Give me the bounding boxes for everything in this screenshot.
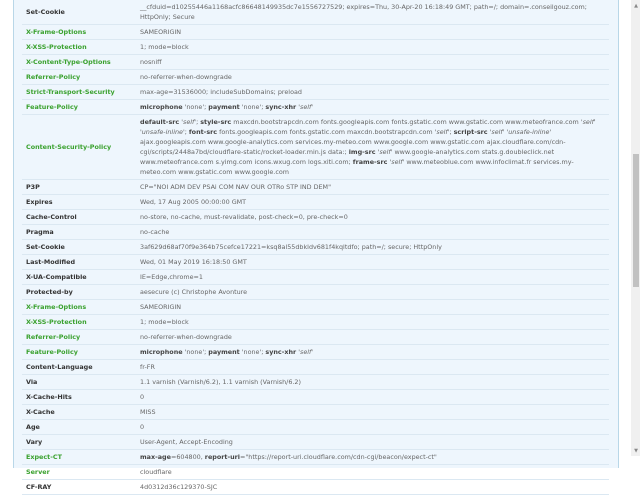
header-value: no-referrer-when-downgrade xyxy=(136,330,609,345)
header-row xyxy=(22,180,609,195)
header-value: CP="NOI ADM DEV PSAi COM NAV OUR OTRo STP IND DEM" xyxy=(136,180,609,195)
header-row xyxy=(22,330,609,345)
header-row xyxy=(22,25,609,40)
header-name: Set-Cookie xyxy=(22,240,136,255)
header-name: Referrer-Policy xyxy=(22,70,136,85)
header-value: fr-FR xyxy=(136,360,609,375)
header-value: 0 xyxy=(136,390,609,405)
header-value: SAMEORIGIN xyxy=(136,25,609,40)
header-value: no-cache xyxy=(136,225,609,240)
header-value: aesecure (c) Christophe Avonture xyxy=(136,285,609,300)
header-value: Wed, 17 Aug 2005 00:00:00 GMT xyxy=(136,195,609,210)
header-name: Server xyxy=(22,465,136,480)
header-name: X-Frame-Options xyxy=(22,300,136,315)
header-row xyxy=(22,70,609,85)
header-name: Feature-Policy xyxy=(22,100,136,115)
header-value: no-referrer-when-downgrade xyxy=(136,70,609,85)
header-row xyxy=(22,240,609,255)
header-value: no-store, no-cache, must-revalidate, post-check=0, pre-check=0 xyxy=(136,210,609,225)
header-name: Referrer-Policy xyxy=(22,330,136,345)
header-value: nosniff xyxy=(136,55,609,70)
header-row xyxy=(22,55,609,70)
header-value: 1; mode=block xyxy=(136,40,609,55)
header-value: 0 xyxy=(136,420,609,435)
header-row xyxy=(22,225,609,240)
header-row xyxy=(22,315,609,330)
header-row xyxy=(22,255,609,270)
header-name: X-Frame-Options xyxy=(22,25,136,40)
header-value: microphone 'none'; payment 'none'; sync-xhr 'self' xyxy=(136,345,609,360)
header-value: 3af629d68af70f9e364b75cefce17221=ksq8al55dbkldv681f4kqltdfo; path=/; secure; HttpOnly xyxy=(136,240,609,255)
header-row xyxy=(22,360,609,375)
header-row xyxy=(22,100,609,115)
header-row xyxy=(22,480,609,495)
header-row xyxy=(22,465,609,480)
header-row xyxy=(22,195,609,210)
header-row xyxy=(22,40,609,55)
scroll-up-icon[interactable]: ▲ xyxy=(634,3,638,9)
header-value: max-age=31536000; includeSubDomains; preload xyxy=(136,85,609,100)
header-value: max-age=604800, report-uri="https://report-uri.cloudflare.com/cdn-cgi/beacon/expect-ct" xyxy=(136,450,609,465)
header-row xyxy=(22,375,609,390)
header-name: Strict-Transport-Security xyxy=(22,85,136,100)
header-name: Via xyxy=(22,375,136,390)
header-value: User-Agent, Accept-Encoding xyxy=(136,435,609,450)
header-name: P3P xyxy=(22,180,136,195)
header-value: 1.1 varnish (Varnish/6.2), 1.1 varnish (Varnish/6.2) xyxy=(136,375,609,390)
header-name: Cache-Control xyxy=(22,210,136,225)
header-row xyxy=(22,420,609,435)
header-value: SAMEORIGIN xyxy=(136,300,609,315)
header-value: __cfduid=d10255446a1168acfc86648149935dc7e1556727529; expires=Thu, 30-Apr-20 16:18:49 GMT; path=/; domain=.conseilgouz.com; HttpOnly; Secure xyxy=(136,0,609,25)
header-name: Vary xyxy=(22,435,136,450)
header-value: cloudflare xyxy=(136,465,609,480)
scrollbar[interactable] xyxy=(631,0,640,456)
response-headers-table xyxy=(22,0,609,495)
header-row xyxy=(22,270,609,285)
scroll-down-icon[interactable]: ▼ xyxy=(634,448,638,454)
header-name: Pragma xyxy=(22,225,136,240)
header-name: X-UA-Compatible xyxy=(22,270,136,285)
header-name: Content-Security-Policy xyxy=(22,115,136,180)
header-row xyxy=(22,390,609,405)
header-value: default-src 'self'; style-src maxcdn.bootstrapcdn.com fonts.googleapis.com fonts.gstatic.com www.gstatic.com www.meteofrance.com 'self' 'unsafe-inline'; font-src fonts.googleapis.com fonts.gstatic.com maxcdn.bootstrapcdn.com 'self'; script-src 'self' 'unsafe-inline' ajax.googleapis.com www.google-analytics.com services.my-meteo.com www.google.com www.gstatic.com ajax.cloudflare.com/cdn-cgi/scripts/2448a7bd/cloudflare-static/rocket-loader.min.js data:; img-src 'self' www.google-analytics.com stats.g.doubleclick.net www.meteofrance.com s.yimg.com icons.wxug.com logs.xiti.com; frame-src 'self' www.meteoblue.com www.infoclimat.fr services.my-meteo.com www.gstatic.com www.google.com xyxy=(136,115,609,180)
header-value: microphone 'none'; payment 'none'; sync-xhr 'self' xyxy=(136,100,609,115)
header-name: Expires xyxy=(22,195,136,210)
header-name: Expect-CT xyxy=(22,450,136,465)
header-name: X-Cache xyxy=(22,405,136,420)
header-row xyxy=(22,285,609,300)
header-row xyxy=(22,0,609,25)
header-value: 4d0312d36c129370-SJC xyxy=(136,480,609,495)
header-value: IE=Edge,chrome=1 xyxy=(136,270,609,285)
header-name: Last-Modified xyxy=(22,255,136,270)
header-row xyxy=(22,405,609,420)
header-row xyxy=(22,300,609,315)
scrollbar-thumb[interactable] xyxy=(633,154,639,287)
header-row xyxy=(22,210,609,225)
header-value: MISS xyxy=(136,405,609,420)
header-row xyxy=(22,450,609,465)
header-value: Wed, 01 May 2019 16:18:50 GMT xyxy=(136,255,609,270)
header-row xyxy=(22,115,609,180)
header-name: Feature-Policy xyxy=(22,345,136,360)
header-name: Protected-by xyxy=(22,285,136,300)
header-name: CF-RAY xyxy=(22,480,136,495)
header-name: Content-Language xyxy=(22,360,136,375)
header-value: 1; mode=block xyxy=(136,315,609,330)
header-name: X-XSS-Protection xyxy=(22,315,136,330)
header-row xyxy=(22,345,609,360)
header-name: X-XSS-Protection xyxy=(22,40,136,55)
header-row xyxy=(22,85,609,100)
header-name: Set-Cookie xyxy=(22,0,136,25)
header-name: X-Content-Type-Options xyxy=(22,55,136,70)
header-name: Age xyxy=(22,420,136,435)
header-name: X-Cache-Hits xyxy=(22,390,136,405)
header-row xyxy=(22,435,609,450)
